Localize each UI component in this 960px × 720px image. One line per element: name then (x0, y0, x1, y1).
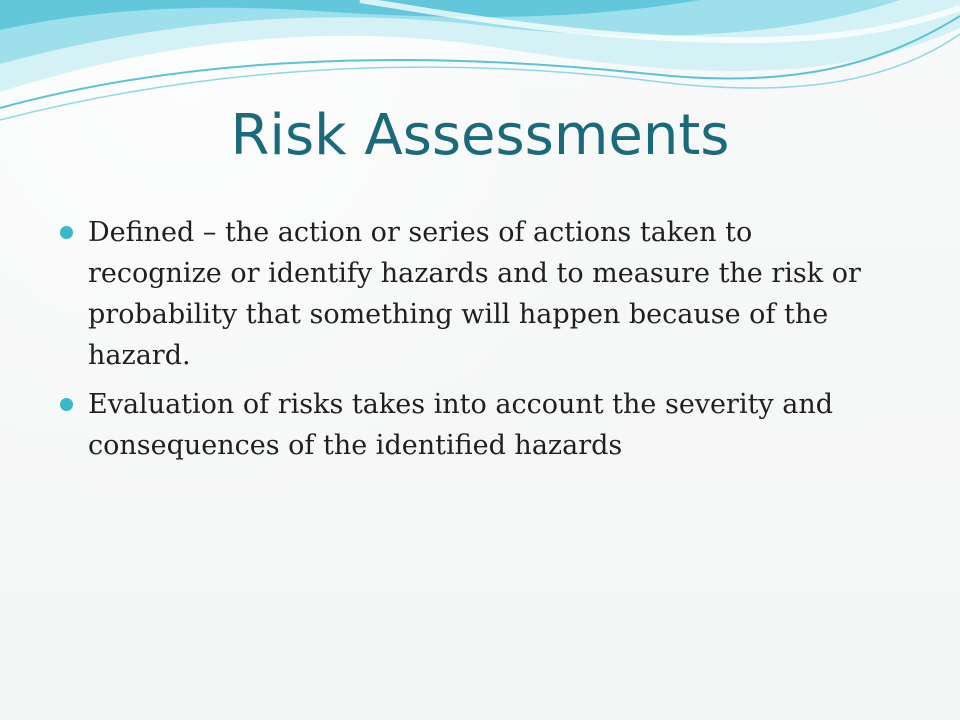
bullet-text: Evaluation of risks takes into account the severity and consequences of the identified hazards (88, 389, 834, 461)
slide-title: Risk Assessments (230, 103, 730, 168)
bullet-item (60, 212, 890, 376)
bullet-marker-icon (60, 226, 73, 239)
bullet-marker-icon (60, 398, 73, 411)
bullet-item (60, 384, 890, 466)
bullet-text: Defined – the action or series of actions taken to recognize or identify hazards and to measure the risk or probability that something will happen because of the hazard. (88, 217, 861, 371)
bullet-list (60, 212, 890, 474)
